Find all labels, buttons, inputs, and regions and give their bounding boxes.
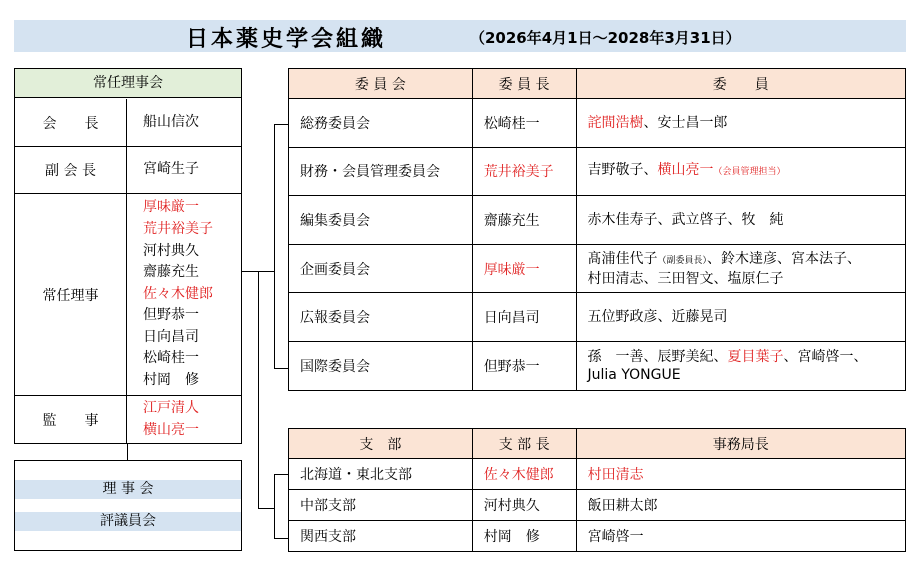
- committee-chair: 松崎桂一: [472, 99, 576, 148]
- table-row: [289, 293, 906, 342]
- board-member: 松崎桂一: [143, 350, 199, 367]
- board-header: 常任理事会: [15, 69, 241, 98]
- board-names: [143, 99, 199, 146]
- header-branch: 支 部: [289, 429, 473, 459]
- board-row-president: [15, 99, 241, 147]
- connector-board-to-councils: [127, 444, 128, 460]
- member-name: 髙浦佳代子: [587, 250, 658, 267]
- committee-chair: 厚味厳一: [472, 244, 576, 293]
- committee-members: [576, 341, 905, 390]
- header-committee: 委 員 会: [289, 69, 473, 99]
- committee-name: 総務委員会: [289, 99, 473, 148]
- board-member: 齋藤充生: [143, 264, 199, 281]
- board-row-vice-president: [15, 147, 241, 194]
- header-members: 委 員: [576, 69, 905, 99]
- board-member: 佐々木健郎: [143, 285, 213, 302]
- branches-header-row: [289, 429, 906, 459]
- connector-committee-bottom: [274, 368, 288, 369]
- branch-name: 中部支部: [289, 490, 473, 521]
- connector-branch-top: [274, 474, 288, 475]
- council-councilors: 評議員会: [15, 512, 241, 531]
- connector-branch-bracket: [274, 474, 275, 538]
- committees-header-row: [289, 69, 906, 99]
- connector-to-committees: [258, 271, 274, 272]
- committee-members: [576, 147, 905, 196]
- member-name: 五位野政彦、近藤晃司: [587, 309, 728, 326]
- member-name: 、安士昌一郎: [643, 114, 728, 131]
- page-title: 日本薬史学会組織: [186, 27, 387, 52]
- connector-board-out: [242, 271, 258, 272]
- board-member: 日向昌司: [143, 328, 199, 345]
- member-name: 吉野敬子、: [587, 162, 658, 179]
- board-row-standing-directors: [15, 194, 241, 396]
- member-name: 孫 一善、辰野美紀、: [587, 348, 728, 365]
- committee-members: [576, 244, 905, 293]
- table-row: [289, 459, 906, 490]
- connector-branch-bottom: [274, 538, 288, 539]
- board-member: 横山亮一: [143, 421, 199, 438]
- committee-name: 国際委員会: [289, 341, 473, 390]
- branch-chief: 河村典久: [472, 490, 576, 521]
- member-name: 夏目葉子: [727, 348, 784, 365]
- header-branch-chief: 支 部 長: [472, 429, 576, 459]
- title-period: （2026年4月1日～2028年3月31日）: [470, 29, 741, 47]
- committee-members: [576, 196, 905, 245]
- table-row: [289, 196, 906, 245]
- board-member: 但野恭一: [143, 307, 199, 324]
- branch-secretary: 飯田耕太郎: [576, 490, 905, 521]
- member-name: 村田清志、三田智文、塩原仁子: [587, 270, 784, 287]
- branch-name: 関西支部: [289, 521, 473, 552]
- branch-chief: 村岡 修: [472, 521, 576, 552]
- member-name: 詫間浩樹: [587, 114, 644, 131]
- member-note: （会員管理担当）: [713, 167, 786, 178]
- board-member: 宮崎生子: [143, 161, 199, 178]
- committees-table: [288, 68, 906, 391]
- table-row: [289, 147, 906, 196]
- committee-chair: 日向昌司: [472, 293, 576, 342]
- committee-name: 編集委員会: [289, 196, 473, 245]
- table-row: [289, 490, 906, 521]
- connector-to-branches: [258, 508, 274, 509]
- branches-table: [288, 428, 906, 552]
- member-name: 、鈴木達彦、宮本法子、: [707, 250, 862, 267]
- branch-secretary: 宮崎啓一: [576, 521, 905, 552]
- board-names: [143, 194, 213, 395]
- council-board-of-directors: 理 事 会: [15, 480, 241, 499]
- table-row: [289, 521, 906, 552]
- member-note: （副委員長）: [657, 255, 708, 266]
- board-names: [143, 147, 199, 193]
- committee-chair: 但野恭一: [472, 341, 576, 390]
- board-row-auditors: [15, 396, 241, 443]
- title-bar: [14, 20, 906, 52]
- connector-committee-bracket: [274, 124, 275, 368]
- committee-members: [576, 99, 905, 148]
- committee-name: 広報委員会: [289, 293, 473, 342]
- board-role: 会 長: [15, 99, 127, 146]
- board-member: 厚味厳一: [143, 199, 199, 216]
- committee-name: 企画委員会: [289, 244, 473, 293]
- board-member: 荒井裕美子: [143, 220, 213, 237]
- branch-secretary: 村田清志: [576, 459, 905, 490]
- standing-board-box: [14, 68, 242, 444]
- header-chair: 委 員 長: [472, 69, 576, 99]
- board-role: 副 会 長: [15, 147, 127, 193]
- table-row: [289, 244, 906, 293]
- branch-chief: 佐々木健郎: [472, 459, 576, 490]
- board-names: [143, 396, 199, 443]
- branch-name: 北海道・東北支部: [289, 459, 473, 490]
- table-row: [289, 99, 906, 148]
- member-name: Julia YONGUE: [587, 366, 681, 383]
- connector-main-trunk: [258, 271, 259, 508]
- councils-box: [14, 460, 242, 551]
- committee-members: [576, 293, 905, 342]
- board-role: 監 事: [15, 396, 127, 443]
- connector-committee-top: [274, 124, 288, 125]
- board-member: 江戸清人: [143, 399, 199, 416]
- header-secretary-general: 事務局長: [576, 429, 905, 459]
- board-role: 常任理事: [15, 194, 127, 395]
- committee-name: 財務・会員管理委員会: [289, 147, 473, 196]
- member-name: 、宮崎啓一、: [783, 348, 868, 365]
- board-member: 河村典久: [143, 242, 199, 259]
- member-name: 赤木佳寿子、武立啓子、牧 純: [587, 211, 784, 228]
- board-member: 村岡 修: [143, 372, 199, 389]
- table-row: [289, 341, 906, 390]
- committee-chair: 荒井裕美子: [472, 147, 576, 196]
- committee-chair: 齋藤充生: [472, 196, 576, 245]
- board-member: 船山信次: [143, 113, 199, 130]
- member-name: 横山亮一: [657, 162, 714, 179]
